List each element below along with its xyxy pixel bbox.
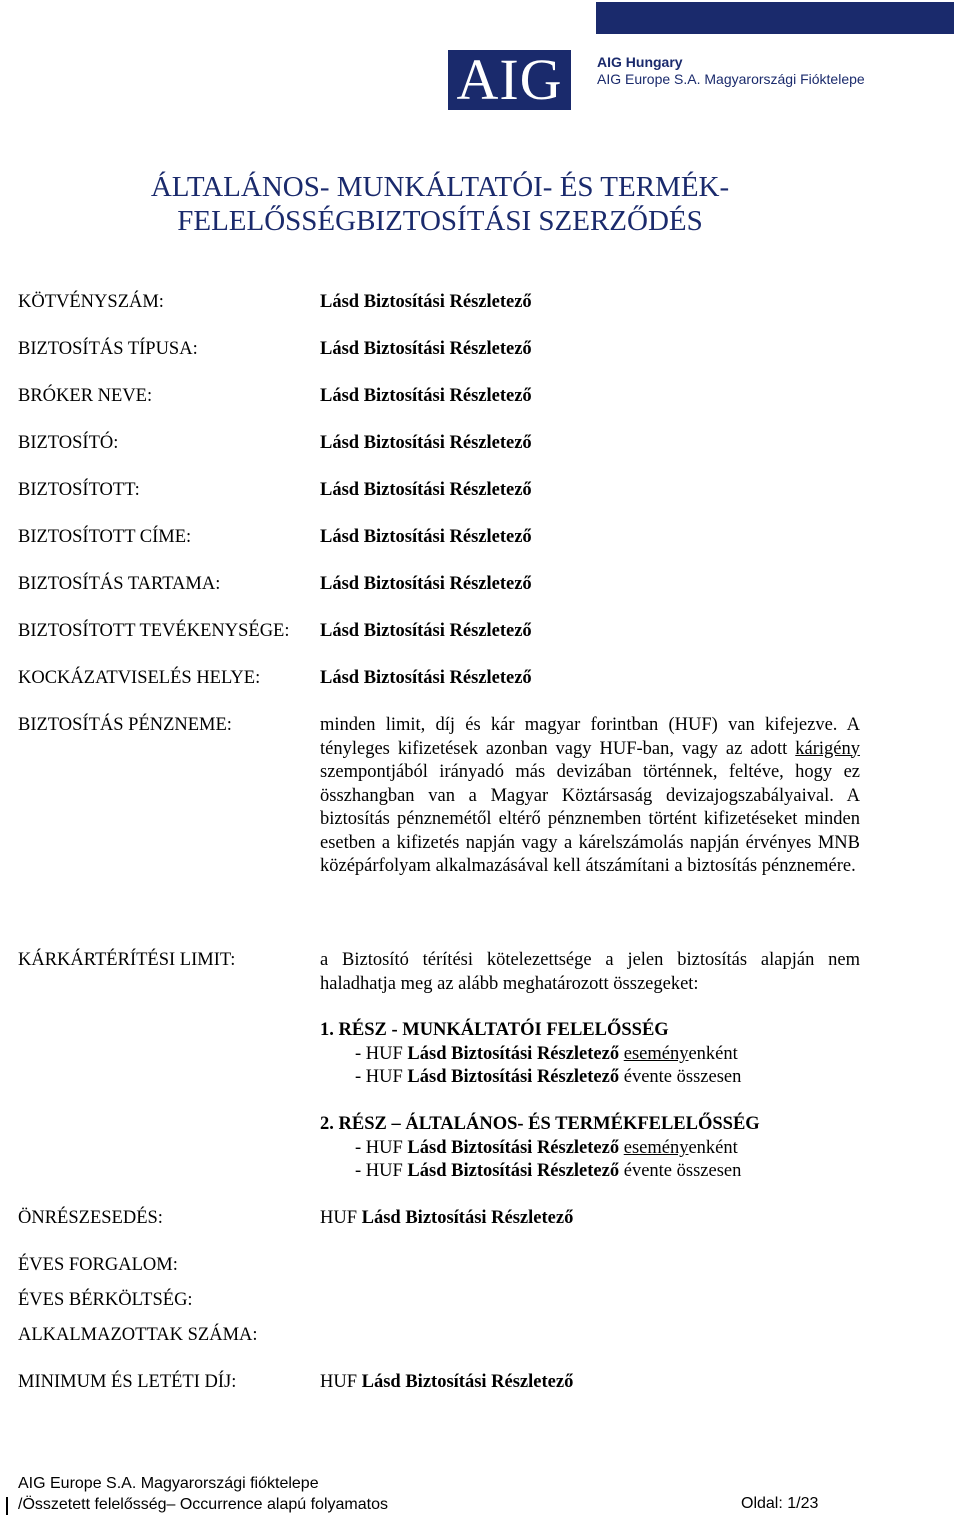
limit-text: a Biztosító térítési kötelezettsége a jelen biztosítás alapján nem haladhatja meg az alább meghatározott összegeket: [320, 950, 860, 994]
part-2-heading: 2. RÉSZ – ÁLTALÁNOS- ÉS TERMÉKFELELŐSSÉG [320, 1114, 760, 1134]
field-value: Lásd Biztosítási Részletező [320, 527, 532, 547]
field-value: Lásd Biztosítási Részletező [320, 480, 532, 500]
field-value: Lásd Biztosítási Részletező [320, 668, 532, 688]
min-premium-label: MINIMUM ÉS LETÉTI DÍJ: [18, 1372, 237, 1392]
field-label: BIZTOSÍTÓ: [18, 433, 119, 453]
field-label: KOCKÁZATVISELÉS HELYE: [18, 668, 261, 688]
field-value: Lásd Biztosítási Részletező [320, 433, 532, 453]
header-bar [596, 2, 954, 34]
title-line-2: FELELŐSSÉGBIZTOSÍTÁSI SZERZŐDÉS [177, 205, 703, 237]
deductible-value: HUF Lásd Biztosítási Részletező [320, 1208, 574, 1228]
claim-term: kárigény [795, 738, 860, 759]
company-block [597, 54, 865, 88]
field-value: Lásd Biztosítási Részletező [320, 292, 532, 312]
field-label: BIZTOSÍTÁS TÍPUSA: [18, 339, 198, 359]
footer-line-1: AIG Europe S.A. Magyarországi fióktelepe [18, 1475, 319, 1492]
field-label: KÖTVÉNYSZÁM: [18, 292, 164, 312]
company-name: AIG Hungary [597, 54, 683, 70]
min-premium-value: HUF Lásd Biztosítási Részletező [320, 1372, 574, 1392]
field-value: Lásd Biztosítási Részletező [320, 574, 532, 594]
field-label: BIZTOSÍTOTT CÍME: [18, 527, 192, 547]
field-label: BRÓKER NEVE: [18, 386, 153, 406]
currency-text [320, 714, 860, 879]
deductible-label: ÖNRÉSZESEDÉS: [18, 1208, 163, 1228]
footer-line-2: /Összetett felelősség– Occurrence alapú folyamatos [18, 1496, 388, 1513]
field-value: Lásd Biztosítási Részletező [320, 339, 532, 359]
turnover-label: ÉVES FORGALOM: [18, 1255, 178, 1275]
field-label: BIZTOSÍTOTT TEVÉKENYSÉGE: [18, 621, 290, 641]
field-value: Lásd Biztosítási Részletező [320, 621, 532, 641]
currency-text-a: minden limit, díj és kár magyar forintban (HUF) van kifejezve. A tényleges kifizetések azonban vagy HUF-ban, vagy az adott [320, 715, 860, 759]
currency-label: BIZTOSÍTÁS PÉNZNEME: [18, 715, 232, 735]
change-bar [6, 1497, 8, 1515]
wages-label: ÉVES BÉRKÖLTSÉG: [18, 1290, 193, 1310]
part-1-line-2: - HUF Lásd Biztosítási Részletező évente összesen [355, 1067, 742, 1087]
part-2-line-2: - HUF Lásd Biztosítási Részletező évente összesen [355, 1161, 742, 1181]
currency-text-b: szempontjából irányadó más devizában történnek, feltéve, hogy ez összhangban van a Magyar Köztársaság devizajogszabályaival. A biztosítás pénznemétől eltérő pénznemben történt kifizetéseket minden esetben a kifizetés napján vagy a kárelszámolás napján érvényes MNB középárfolyam alkalmazásával kell átszámítani a biztosítás pénznemére. [320, 762, 860, 876]
part-1-heading: 1. RÉSZ - MUNKÁLTATÓI FELELŐSSÉG [320, 1020, 669, 1040]
aig-logo: AIG [448, 50, 571, 110]
limit-label: KÁRKÁRTÉRÍTÉSI LIMIT: [18, 950, 236, 970]
part-1-line-1: - HUF Lásd Biztosítási Részletező eseményenként [355, 1044, 738, 1064]
field-value: Lásd Biztosítási Részletező [320, 386, 532, 406]
document-title [0, 170, 880, 238]
page-number: Oldal: 1/23 [741, 1495, 819, 1512]
field-label: BIZTOSÍTÁS TARTAMA: [18, 574, 221, 594]
title-line-1: ÁLTALÁNOS- MUNKÁLTATÓI- ÉS TERMÉK- [150, 171, 730, 203]
field-label: BIZTOSÍTOTT: [18, 480, 140, 500]
employees-label: ALKALMAZOTTAK SZÁMA: [18, 1325, 258, 1345]
part-2-line-1: - HUF Lásd Biztosítási Részletező eseményenként [355, 1138, 738, 1158]
company-subtitle: AIG Europe S.A. Magyarországi Fióktelepe [597, 71, 865, 87]
